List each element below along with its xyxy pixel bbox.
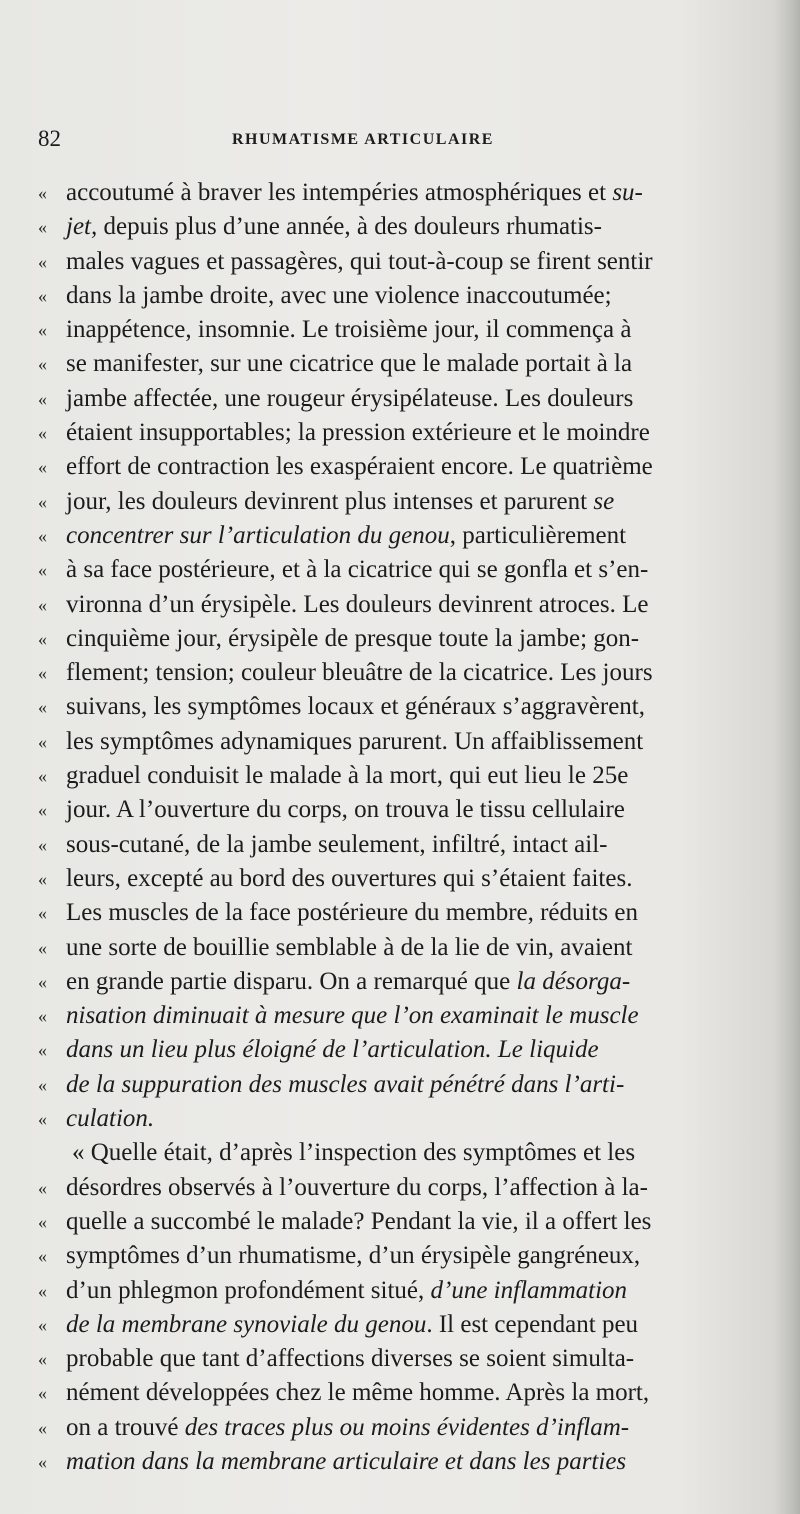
text-segment: graduel conduisit le malade à la mort, qui eut lieu le 25e [66, 762, 629, 790]
italic-segment: se [593, 487, 615, 515]
italic-segment: de la suppuration des muscles avait pénétré dans l’arti- [66, 1070, 625, 1098]
quote-mark: « [38, 903, 47, 924]
text-segment: effort de contraction les exaspéraient encore. Le quatrième [66, 453, 653, 481]
text-line [38, 245, 768, 279]
quote-mark: « [38, 1246, 47, 1267]
text-line [38, 759, 768, 793]
text-line [38, 1411, 768, 1445]
text-segment: quelle a succombé le malade? Pendant la vie, il a offert les [66, 1207, 652, 1235]
text-segment: d’un phlegmon profondément situé, [66, 1276, 431, 1304]
text-segment: se manifester, sur une cicatrice que le malade portait à la [66, 350, 633, 378]
text-segment: cinquième jour, érysipèle de presque toute la jambe; gon- [66, 624, 640, 652]
text-segment: étaient insupportables; la pression extérieure et le moindre [66, 419, 650, 447]
quote-mark: « [38, 525, 47, 546]
text-segment: sous-cutané, de la jambe seulement, infiltré, intact ail- [66, 830, 608, 858]
quote-mark: « [38, 937, 47, 958]
line-text [66, 245, 653, 279]
text-segment: flement; tension; couleur bleuâtre de la cicatrice. Les jours [66, 659, 653, 687]
line-text [66, 1102, 154, 1136]
quote-mark: « [38, 1349, 47, 1370]
italic-segment: culation. [66, 1105, 155, 1133]
italic-segment: d’une inflammation [430, 1276, 628, 1304]
line-text [66, 450, 653, 484]
text-segment: leurs, excepté au bord des ouvertures qui s’étaient faites. [66, 864, 633, 892]
text-line [38, 725, 768, 759]
line-text [66, 1308, 638, 1342]
quote-mark: « [38, 697, 47, 718]
italic-segment: jet, [66, 213, 98, 241]
text-line [38, 347, 768, 381]
line-text [66, 416, 650, 450]
quote-mark: « [38, 1211, 47, 1232]
line-text [66, 1239, 640, 1273]
quote-mark: « [38, 1074, 47, 1095]
line-text [66, 553, 648, 587]
text-line [38, 416, 768, 450]
line-text [66, 279, 612, 313]
text-segment: les symptômes adynamiques parurent. Un affaiblissement [66, 727, 644, 755]
quote-mark: « [38, 766, 47, 787]
text-segment: males vagues et passagères, qui tout-à-coup se firent sentir [66, 247, 653, 275]
quote-mark: « [38, 251, 47, 272]
text-line [38, 210, 768, 244]
text-line [38, 313, 768, 347]
italic-segment: mation dans la membrane articulaire et dans les parties [66, 1447, 627, 1475]
quote-mark: « [38, 285, 47, 306]
text-line [38, 176, 768, 210]
text-segment: à sa face postérieure, et à la cicatrice qui se gonfla et s’en- [66, 556, 649, 584]
line-text [66, 382, 633, 416]
quote-mark: « [38, 1006, 47, 1027]
quote-mark: « [38, 628, 47, 649]
line-text [66, 313, 631, 347]
italic-segment: concentrer sur l’articulation du genou [66, 521, 450, 549]
quote-mark: « [38, 594, 47, 615]
text-segment: en grande partie disparu. On a remarqué que [66, 967, 517, 995]
text-segment: suivans, les symptômes locaux et généraux s’aggravèrent, [66, 693, 645, 721]
quote-mark: « [38, 354, 47, 375]
line-text [66, 588, 648, 622]
italic-segment: de la membrane synoviale du genou [66, 1310, 427, 1338]
quote-mark: « [38, 1383, 47, 1404]
quote-mark: « [38, 868, 47, 889]
line-text [66, 210, 602, 244]
italic-segment: dans un lieu plus éloigné de l’articulation. Le liquide [66, 1036, 599, 1064]
italic-segment: nisation diminuait à mesure que l’on examinait le muscle [66, 1002, 639, 1030]
text-segment: jour, les douleurs devinrent plus intenses et parurent [66, 487, 594, 515]
text-segment: on a trouvé [66, 1413, 185, 1441]
quote-mark: « [38, 834, 47, 855]
text-segment: symptômes d’un rhumatisme, d’un érysipèle gangréneux, [66, 1242, 641, 1270]
text-line [38, 588, 768, 622]
text-line [38, 553, 768, 587]
line-text [66, 656, 653, 690]
text-line [38, 382, 768, 416]
line-text [66, 759, 628, 793]
text-segment: vironna d’un érysipèle. Les douleurs devinrent atroces. Le [66, 590, 649, 618]
text-line [38, 485, 768, 519]
line-text [66, 1068, 624, 1102]
text-segment: « Quelle était, d’après l’inspection des symptômes et les [72, 1139, 636, 1167]
text-line [38, 622, 768, 656]
line-text [66, 931, 632, 965]
quote-mark: « [38, 388, 47, 409]
page-number: 82 [38, 126, 61, 151]
text-line [38, 1171, 768, 1205]
line-text [66, 690, 645, 724]
text-line [38, 965, 768, 999]
text-line [38, 1342, 768, 1376]
page-edge-shadow [774, 0, 800, 1514]
quote-mark: « [38, 663, 47, 684]
quote-mark: « [38, 423, 47, 444]
line-text [66, 347, 632, 381]
quote-mark: « [38, 800, 47, 821]
text-segment: jour. A l’ouverture du corps, on trouva le tissu cellulaire [66, 796, 625, 824]
line-text [66, 1274, 627, 1308]
quote-mark: « [38, 320, 47, 341]
quote-mark: « [38, 1109, 47, 1130]
text-line [38, 450, 768, 484]
text-segment: une sorte de bouillie semblable à de la lie de vin, avaient [66, 933, 633, 961]
line-text [66, 793, 625, 827]
line-text [66, 1171, 648, 1205]
quote-mark: « [38, 1314, 47, 1335]
line-text [66, 725, 643, 759]
quote-mark: « [38, 1280, 47, 1301]
line-text [66, 1376, 649, 1410]
quote-mark: « [38, 457, 47, 478]
text-line [38, 1068, 768, 1102]
text-segment: probable que tant d’affections diverses se soient simulta- [66, 1345, 635, 1373]
italic-segment: des traces plus ou moins évidentes d’inflam- [184, 1413, 630, 1441]
italic-segment: su- [612, 179, 643, 206]
quote-mark: « [38, 731, 47, 752]
text-segment: désordres observés à l’ouverture du corps, l’affection à la- [66, 1173, 648, 1201]
text-line [38, 1274, 768, 1308]
text-segment: Les muscles de la face postérieure du membre, réduits en [66, 899, 638, 927]
text-line [38, 862, 768, 896]
quote-mark: « [38, 1040, 47, 1061]
text-segment: depuis plus d’une année, à des douleurs rhumatis- [97, 213, 602, 241]
text-line [38, 793, 768, 827]
quote-mark: « [38, 1417, 47, 1438]
quote-mark: « [38, 183, 47, 203]
text-line [38, 690, 768, 724]
text-line [38, 999, 768, 1033]
text-line [38, 1445, 768, 1479]
line-text [66, 519, 626, 553]
line-text [66, 622, 639, 656]
text-line [38, 656, 768, 690]
text-segment: accoutumé à braver les intempéries atmosphériques et [66, 179, 613, 206]
quote-mark: « [38, 217, 47, 238]
line-text [66, 828, 607, 862]
text-line [38, 1136, 768, 1170]
text-line [38, 1308, 768, 1342]
running-title: RHUMATISME ARTICULAIRE [232, 131, 494, 148]
quote-mark: « [38, 971, 47, 992]
line-text [66, 485, 614, 519]
text-line [38, 519, 768, 553]
quote-mark: « [38, 491, 47, 512]
line-text [66, 896, 638, 930]
text-segment: inappétence, insomnie. Le troisième jour, il commença à [66, 316, 632, 344]
quote-mark: « [38, 560, 47, 581]
text-line [38, 1102, 768, 1136]
body-text [38, 176, 768, 1479]
text-line [38, 828, 768, 862]
text-line [38, 1239, 768, 1273]
text-line [38, 931, 768, 965]
line-text [66, 1411, 629, 1445]
line-text [66, 999, 639, 1033]
text-line [38, 1205, 768, 1239]
line-text [66, 176, 643, 210]
text-line [38, 1033, 768, 1067]
text-line [38, 896, 768, 930]
text-segment: . Il est cependant peu [426, 1310, 639, 1338]
text-segment: , particulièrement [449, 521, 627, 549]
italic-segment: la désorga- [516, 967, 631, 995]
text-segment: jambe affectée, une rougeur érysipélateuse. Les douleurs [66, 384, 634, 412]
quote-mark: « [38, 1177, 47, 1198]
line-text [66, 862, 632, 896]
line-text [66, 1445, 626, 1479]
line-text [66, 1033, 599, 1067]
line-text [72, 1136, 635, 1170]
quote-mark: « [38, 1451, 47, 1472]
line-text [66, 1205, 651, 1239]
line-text [66, 1342, 634, 1376]
text-segment: dans la jambe droite, avec une violence inaccoutumée; [66, 281, 612, 309]
line-text [66, 965, 630, 999]
text-segment: nément développées chez le même homme. Après la mort, [66, 1379, 650, 1407]
text-line [38, 1376, 768, 1410]
page-header [38, 126, 758, 156]
text-line [38, 279, 768, 313]
